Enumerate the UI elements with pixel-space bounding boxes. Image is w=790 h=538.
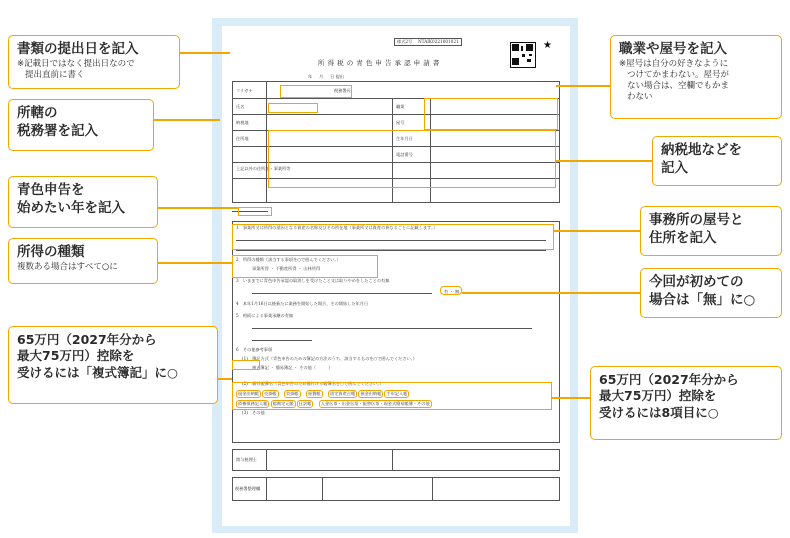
book-name: 入金伝票・出金伝票・振替伝票・現金式簡易帳簿・その他 xyxy=(320,401,430,406)
form-id-label: 様式2号 xyxy=(397,39,413,44)
connector-year xyxy=(156,207,238,209)
address-label: 上記以外の住所地・事業所等 xyxy=(236,166,291,171)
eight-items-highlight xyxy=(232,382,552,410)
mu-option: 有 ・ 無 xyxy=(444,289,460,294)
section-6-3: (3) その他 xyxy=(242,410,265,415)
double-entry-circle xyxy=(232,360,260,370)
tax-office-highlight xyxy=(268,103,318,113)
section-6: 6 その他参考事項 xyxy=(236,347,273,352)
qr-code xyxy=(510,42,536,68)
connector-office-name xyxy=(554,230,640,232)
form-code: NTAIK0221001021 xyxy=(418,39,459,44)
section-4: 4 本年1月16日以後新たに業務を開始した場合、その開始した年月日 xyxy=(236,301,369,306)
book-name: 預金出納帳 xyxy=(360,391,382,396)
connector-eight-items xyxy=(552,397,590,399)
trade-name-label: 屋号 xyxy=(396,120,405,125)
book-name: 債権債務記入帳 xyxy=(238,401,268,406)
connector-residence xyxy=(556,160,652,162)
callout-first-time: 今回が初めての 場合は「無」に○ xyxy=(640,268,782,318)
section-1: 1 事業所又は所得の基因となる資産の名称及びその所在地（事業所又は資産の異なるごとに記載します。） xyxy=(236,225,438,230)
date-line: 年 月 日 提出 xyxy=(308,74,344,79)
occupation-highlight xyxy=(424,98,558,130)
mu-circle xyxy=(440,286,462,295)
place-label: 住所地 xyxy=(236,136,249,141)
section-6-2: (2) 備付帳簿名（青色申告のため備付ける帳簿名を○で囲んでください。） xyxy=(242,381,384,386)
phone-label: 電話番号 xyxy=(396,152,413,157)
office-check-label: 税務署整理欄 xyxy=(235,486,261,491)
name-label: 氏名 xyxy=(236,104,245,109)
book-name: 仕訳帳 xyxy=(298,401,312,406)
submit-date-highlight xyxy=(280,85,352,98)
callout-residence: 納税地などを 記入 xyxy=(652,136,782,186)
section-2: 2 所得の種類（該当する事項を○で囲んでください。） xyxy=(236,257,341,262)
connector-income xyxy=(156,262,232,264)
callout-office-name: 事務所の屋号と 住所を記入 xyxy=(640,206,782,256)
connector-submit-date xyxy=(178,52,230,54)
callout-income: 所得の種類 複数ある場合はすべて○に xyxy=(8,238,158,284)
connector-double-entry xyxy=(217,378,232,380)
book-name: 買掛帳 xyxy=(286,391,299,396)
form-title: 所 得 税 の 青 色 申 告 承 認 申 請 書 xyxy=(318,59,440,67)
callout-submit-date: 書類の提出日を記入 ※記載日ではなく提出日なので 提出直前に書く xyxy=(8,35,180,89)
residence-label: 納税地 xyxy=(236,120,249,125)
connector-first-time xyxy=(462,292,640,294)
book-name: 経費帳 xyxy=(308,391,321,396)
callout-eight-items: 65万円（2027年分から 最大75万円）控除を 受けるには8項目に○ xyxy=(590,366,782,440)
year-highlight xyxy=(238,207,272,216)
bookkeeping-options: 複式簿記 ・ 簡易簿記 ・ その他（ ） xyxy=(252,365,333,370)
furigana-label: フリガナ xyxy=(236,88,253,93)
connector-tax-office xyxy=(150,119,220,121)
office-use-table xyxy=(232,477,560,501)
tax-accountant-label: 関与税理士 xyxy=(236,457,257,462)
office-name-highlight xyxy=(232,224,554,250)
star-mark: ★ xyxy=(543,40,552,51)
book-name: 固定資産台帳 xyxy=(330,391,356,396)
connector-occupation xyxy=(556,85,610,87)
book-name: 手形記入帳 xyxy=(386,391,408,396)
income-types: 事業所得 ・ 不動産所得 ・ 山林所得 xyxy=(252,266,321,271)
callout-year: 青色申告を 始めたい年を記入 xyxy=(8,176,158,228)
book-name: 現金出納帳 xyxy=(238,391,259,396)
section-6-1: (1) 簿記方式（青色申告のための簿記の方法のうち、該当するものを○で囲んでください。） xyxy=(242,356,417,361)
tax-office-label: 税務署長 xyxy=(334,88,351,93)
tax-accountant-table xyxy=(232,449,560,471)
section-3: 3 いままでに青色申告承認の取消しを受けたこと又は取りやめをしたことの有無 xyxy=(236,278,390,283)
book-name: 売掛帳 xyxy=(264,391,277,396)
section-5: 5 相続による事業承継の有無 xyxy=(236,313,294,318)
occupation-label: 職業 xyxy=(396,104,405,109)
income-highlight xyxy=(232,255,378,278)
callout-double-entry: 65万円（2027年分から 最大75万円）控除を 受けるには「複式簿記」に○ xyxy=(8,326,218,404)
birth-label: 生年月日 xyxy=(396,136,413,141)
residence-highlight xyxy=(268,130,556,188)
callout-tax-office: 所轄の 税務署を記入 xyxy=(8,99,154,151)
callout-occupation: 職業や屋号を記入 ※屋号は自分の好きなように つけてかまわない。屋号が ない場合は、空欄でもかま わない xyxy=(610,35,782,119)
book-name: 総勘定元帳 xyxy=(272,401,294,406)
